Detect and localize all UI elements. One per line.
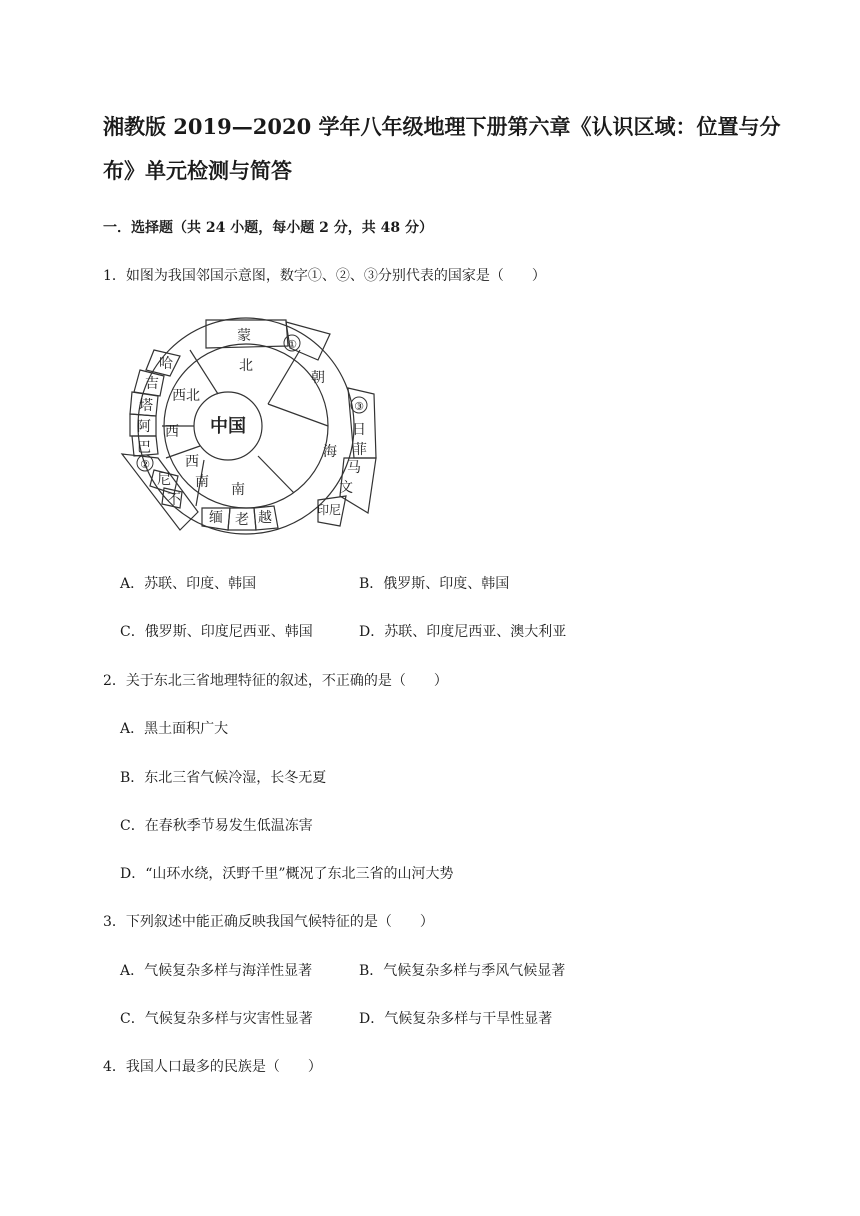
map-inner-west: 西	[165, 424, 179, 440]
document-title-line-2: 布》单元检测与简答	[103, 158, 292, 183]
map-outer-ta: 塔	[139, 398, 153, 414]
map-outer-a: 阿	[137, 419, 151, 435]
section-heading: 一．选择题（共 24 小题，每小题 2 分，共 48 分）	[103, 220, 433, 236]
map-outer-wen: 文	[339, 480, 353, 496]
map-outer-circle-1: ①	[287, 338, 297, 351]
q3-option-d: D．气候复杂多样与干旱性显著	[359, 1011, 553, 1027]
map-outer-circle-3: ③	[354, 400, 364, 413]
q1-option-a: A．苏联、印度、韩国	[120, 576, 257, 592]
q1-option-d: D．苏联、印度尼西亚、澳大利亚	[359, 624, 567, 640]
map-outer-ni: 尼	[157, 472, 171, 488]
map-outer-yinni: 印尼	[316, 503, 342, 517]
map-outer-ri: 日	[352, 422, 366, 438]
map-inner-east: 海	[323, 444, 337, 460]
q2-option-a: A．黑土面积广大	[120, 721, 229, 737]
q1-option-b: B．俄罗斯、印度、韩国	[359, 576, 510, 592]
question-4-stem: 4．我国人口最多的民族是（ ）	[103, 1059, 322, 1075]
map-outer-bu: 不	[167, 492, 181, 508]
map-inner-south: 南	[231, 482, 245, 498]
question-3-stem: 3．下列叙述中能正确反映我国气候特征的是（ ）	[103, 914, 434, 930]
map-inner-southwest-2: 南	[195, 474, 209, 490]
q2-option-d: D．“山环水绕，沃野千里”概况了东北三省的山河大势	[120, 866, 454, 882]
map-outer-circle-2: ②	[140, 458, 150, 471]
map-outer-lao: 老	[235, 512, 249, 528]
map-outer-ma: 马	[347, 460, 361, 476]
map-outer-fei: 菲	[353, 442, 367, 458]
question-1-stem: 1．如图为我国邻国示意图，数字①、②、③分别代表的国家是（ ）	[103, 268, 546, 284]
q3-option-c: C．气候复杂多样与灾害性显著	[120, 1011, 313, 1027]
map-outer-meng: 蒙	[237, 328, 251, 344]
map-inner-northwest: 西北	[172, 388, 200, 404]
map-outer-yue: 越	[258, 510, 272, 526]
map-outer-ji: 吉	[145, 376, 159, 392]
document-title-line-1: 湘教版 2019—2020 学年八年级地理下册第六章《认识区域：位置与分	[103, 114, 781, 139]
map-inner-southwest-1: 西	[185, 454, 199, 470]
q1-option-c: C．俄罗斯、印度尼西亚、韩国	[120, 624, 313, 640]
question-2-stem: 2．关于东北三省地理特征的叙述，不正确的是（ ）	[103, 673, 448, 689]
map-outer-mian: 缅	[209, 510, 223, 526]
q3-option-b: B．气候复杂多样与季风气候显著	[359, 963, 566, 979]
neighbor-countries-diagram	[118, 308, 380, 540]
map-inner-north: 北	[239, 358, 253, 374]
map-outer-ba: 巴	[137, 440, 151, 456]
q3-option-a: A．气候复杂多样与海洋性显著	[120, 963, 313, 979]
map-center-label: 中国	[210, 416, 246, 437]
map-outer-chao: 朝	[311, 370, 325, 386]
q2-option-c: C．在春秋季节易发生低温冻害	[120, 818, 313, 834]
q2-option-b: B．东北三省气候冷湿，长冬无夏	[120, 770, 327, 786]
map-outer-ha: 哈	[159, 356, 173, 372]
